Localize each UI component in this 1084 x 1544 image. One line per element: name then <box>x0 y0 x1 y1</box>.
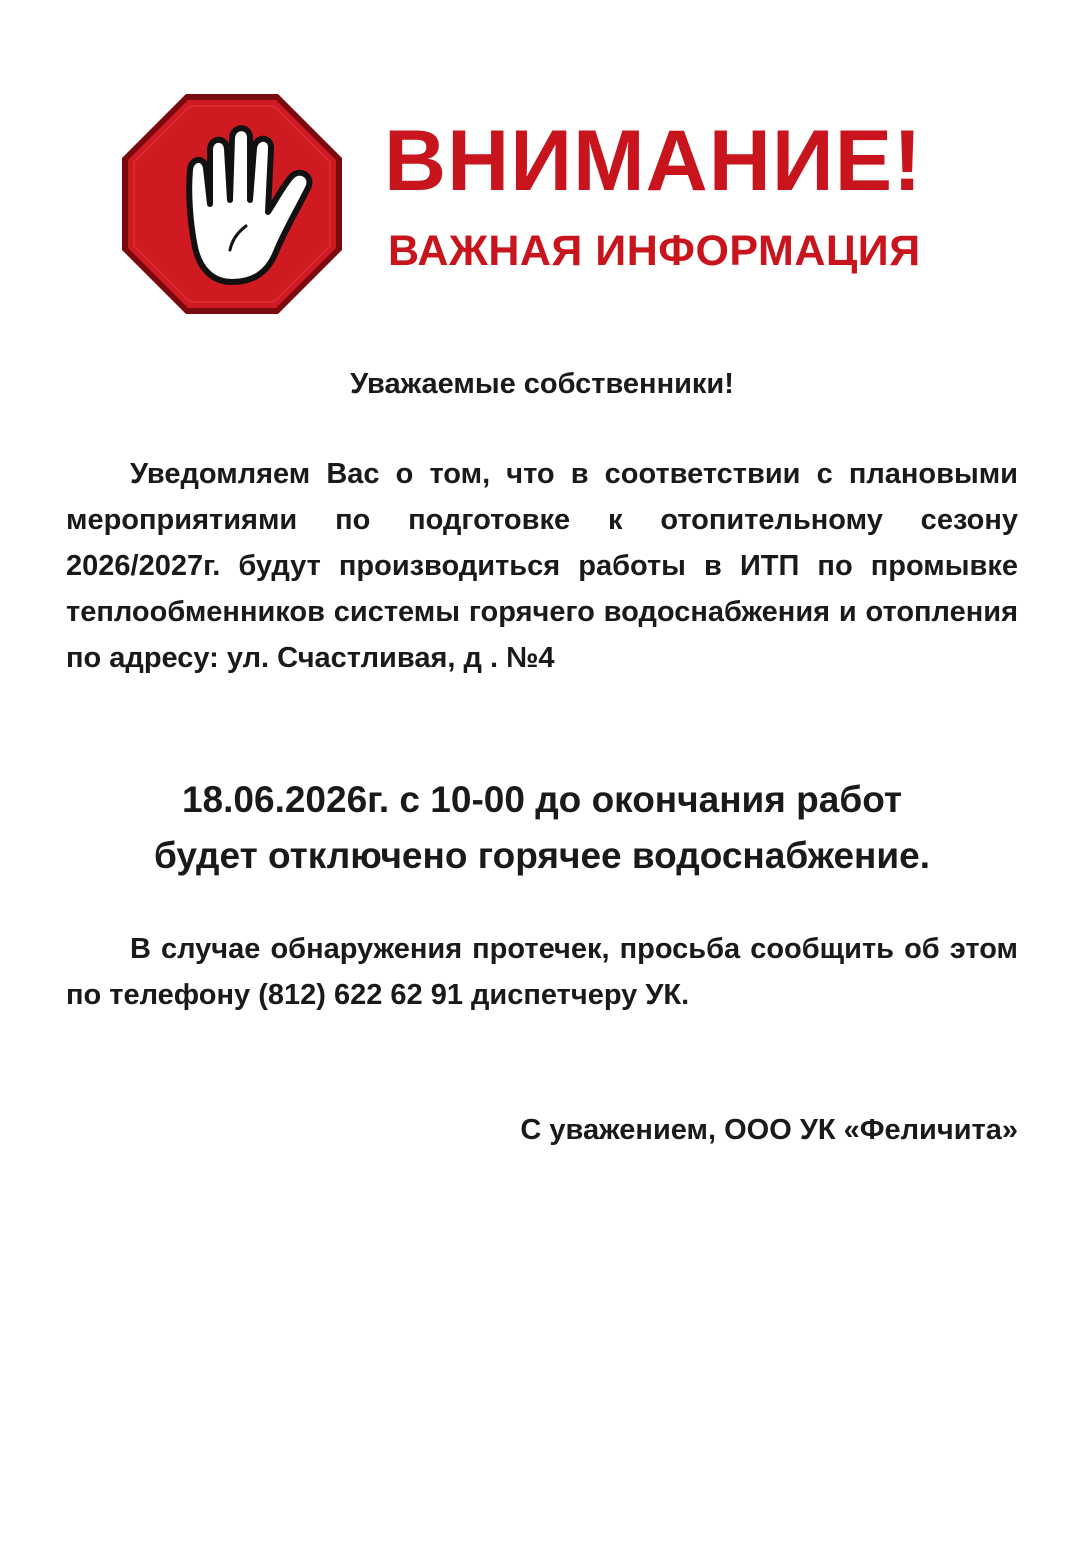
paragraph-maintenance-notice: Уведомляем Вас о том, что в соответствии с плановыми мероприятиями по подготовке к отопительному сезону 2026/2027г. будут производиться работы в ИТП по промывке теплообменников системы горячего водоснабжения и отопления по адресу: ул. Счастливая, д . №4 <box>66 458 1018 674</box>
stop-hand-icon <box>120 92 344 316</box>
banner-subtitle: ВАЖНАЯ ИНФОРМАЦИЯ <box>388 227 921 275</box>
paragraph-leak-contact: В случае обнаружения протечек, просьба сообщить об этом по телефону (812) 622 62 91 диспетчеру УК. <box>66 933 1018 1011</box>
banner-title: ВНИМАНИЕ! <box>384 113 923 209</box>
signature: С уважением, ООО УК «Феличита» <box>520 1114 1018 1146</box>
hot-water-outage-notice <box>0 772 1084 884</box>
greeting: Уважаемые собственники! <box>350 368 734 400</box>
notice-line-outage: будет отключено горячее водоснабжение. <box>153 835 930 876</box>
notice-line-date: 18.06.2026г. с 10-00 до окончания работ <box>181 779 903 820</box>
